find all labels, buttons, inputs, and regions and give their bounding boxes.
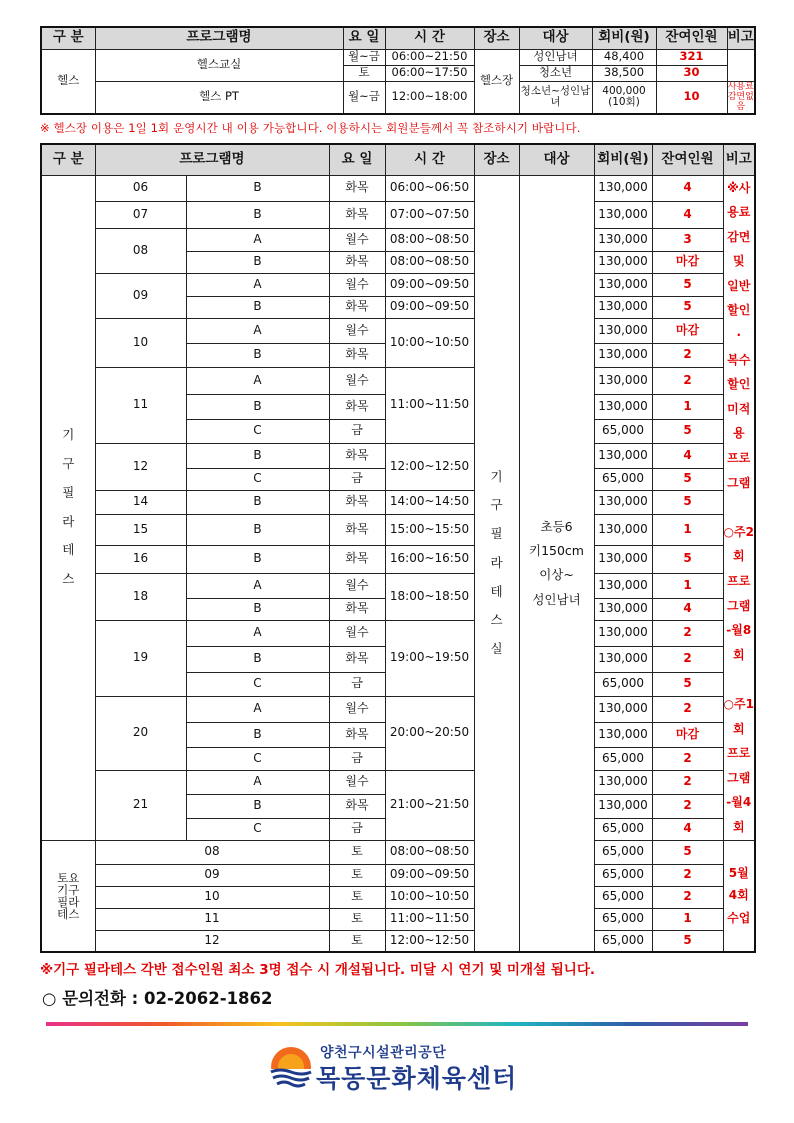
time-cell: 10:00~10:50 [385,318,474,367]
day-cell: 화목 [329,646,385,672]
time-cell: 06:00~06:50 [385,175,474,201]
target-cell: 성인남녀 [519,49,592,65]
remaining-cell: 1 [652,573,723,598]
fee-cell: 130,000 [594,514,652,545]
class-code-cell: 15 [95,514,186,545]
fee-cell: 130,000 [594,296,652,318]
location-char: 기 [490,468,503,484]
header-remaining: 잔여인원 [656,27,727,49]
remaining-cell: 10 [656,81,727,114]
day-cell: 월수 [329,318,385,343]
table-row [41,443,755,468]
location-cell [474,175,519,952]
table-row [41,273,755,296]
center-logo [268,1042,538,1098]
category-char: 구 [62,456,75,472]
time-cell: 10:00~10:50 [385,886,474,908]
remaining-cell: 2 [652,343,723,367]
remark-line: ○주1회 [723,696,754,736]
category-char: 필 [62,484,75,500]
fee-cell: 65,000 [594,747,652,770]
class-type-cell: B [186,296,329,318]
location-cell: 헬스장 [474,49,519,114]
class-code-cell: 10 [95,886,329,908]
remaining-cell: 마감 [652,318,723,343]
day-cell: 토 [329,864,385,886]
pilates-table-body [41,175,755,952]
remark-line: 프로그램 [727,574,751,613]
time-cell: 09:00~09:50 [385,296,474,318]
class-type-cell: B [186,794,329,818]
table-row [41,318,755,343]
target-line: 성인남녀 [532,591,581,607]
sat-remark-line: 5월 [728,865,749,880]
time-cell: 15:00~15:50 [385,514,474,545]
time-cell: 08:00~08:50 [385,228,474,251]
remaining-cell: 2 [652,886,723,908]
day-cell: 화목 [329,296,385,318]
location-char: 테 [490,583,503,599]
remark-cell [723,175,755,840]
day-cell: 월수 [329,228,385,251]
class-code-cell: 18 [95,573,186,620]
time-cell: 11:00~11:50 [385,367,474,443]
rainbow-divider [46,1022,748,1026]
target-cell [519,175,594,952]
class-code-cell: 20 [95,696,186,770]
day-cell: 월~금 [343,49,385,65]
fee-cell [592,81,656,114]
header-remaining: 잔여인원 [652,144,723,175]
remaining-cell: 2 [652,696,723,722]
fee-cell: 65,000 [594,908,652,930]
sat-remark-line: 4회수업 [727,888,751,926]
day-cell: 월수 [329,573,385,598]
day-cell: 화목 [329,175,385,201]
class-code-cell: 11 [95,908,329,930]
day-cell: 금 [329,672,385,696]
fee-cell: 130,000 [594,367,652,394]
remaining-cell: 2 [652,620,723,646]
class-type-cell: A [186,620,329,646]
category-char: 테 [62,542,75,558]
fee-cell: 130,000 [594,343,652,367]
table-row [41,201,755,228]
remaining-cell: 5 [652,840,723,864]
remaining-cell: 4 [652,443,723,468]
class-type-cell: A [186,367,329,394]
remark-line: -월8회 [726,623,752,662]
class-code-cell: 09 [95,273,186,318]
fee-cell: 130,000 [594,175,652,201]
day-cell: 토 [329,930,385,952]
remaining-cell: 5 [652,545,723,573]
class-type-cell: A [186,573,329,598]
class-type-cell: C [186,747,329,770]
class-type-cell: A [186,318,329,343]
time-cell: 14:00~14:50 [385,490,474,514]
header-location: 장소 [474,144,519,175]
class-type-cell: B [186,443,329,468]
remaining-cell: 2 [652,367,723,394]
remark-line: 복수할인 [727,352,751,392]
time-cell: 12:00~12:50 [385,930,474,952]
table-header-row [41,27,755,49]
logo-org-name: 양천구시설관리공단 [320,1045,447,1061]
class-type-cell: C [186,468,329,490]
day-cell: 화목 [329,201,385,228]
remark-cell-empty [727,49,755,81]
fee-cell: 130,000 [594,722,652,747]
fee-cell: 130,000 [594,598,652,620]
class-code-cell: 09 [95,864,329,886]
fee-cell: 130,000 [594,545,652,573]
header-target: 대상 [519,144,594,175]
day-cell: 토 [343,65,385,81]
header-program: 프로그램명 [95,144,329,175]
class-code-cell: 08 [95,228,186,273]
opening-notice: ※기구 필라테스 각반 접수인원 최소 3명 접수 시 개설됩니다. 미달 시 연기 및 미개설 됩니다. [40,962,596,978]
fee-cell: 38,500 [592,65,656,81]
class-type-cell: B [186,490,329,514]
table-row [41,228,755,251]
remaining-cell: 2 [652,794,723,818]
remark-line: 프로그램 [727,746,751,785]
fee-cell: 65,000 [594,864,652,886]
time-cell: 21:00~21:50 [385,770,474,840]
class-code-cell: 08 [95,840,329,864]
day-cell: 월~금 [343,81,385,114]
table-row [41,81,755,114]
fee-cell: 130,000 [594,794,652,818]
remaining-cell: 4 [652,201,723,228]
remark-cell: 사용료 감면없음 [727,81,754,113]
fee-cell: 130,000 [594,573,652,598]
remark-line: 감면 [727,229,751,244]
target-line: 이상~ [539,567,574,583]
fee-cell: 65,000 [594,468,652,490]
time-cell: 09:00~09:50 [385,864,474,886]
header-location: 장소 [474,27,519,49]
fee-cell: 130,000 [594,251,652,273]
header-day: 요 일 [343,27,385,49]
class-code-cell: 12 [95,443,186,490]
category-char: 스 [62,571,75,587]
class-code-cell: 11 [95,367,186,443]
category-cell: 헬스 [41,49,95,114]
class-code-cell: 10 [95,318,186,367]
day-cell: 토 [329,840,385,864]
class-type-cell: B [186,201,329,228]
class-code-cell: 14 [95,490,186,514]
header-remark: 비고 [727,27,755,49]
remaining-cell: 5 [652,672,723,696]
remaining-cell: 5 [652,490,723,514]
remaining-cell: 2 [652,646,723,672]
fee-cell: 65,000 [594,818,652,840]
class-type-cell: B [186,514,329,545]
fee-cell: 48,400 [592,49,656,65]
target-line: 초등6 [540,518,573,534]
fee-note: (10회) [608,96,640,109]
fee-cell: 130,000 [594,770,652,794]
day-cell: 화목 [329,251,385,273]
class-code-cell: 16 [95,545,186,573]
location-char: 필 [490,526,503,542]
class-type-cell: B [186,722,329,747]
class-code-cell: 21 [95,770,186,840]
remaining-cell: 4 [652,175,723,201]
class-type-cell: A [186,228,329,251]
category-char: 기 [62,427,75,443]
target-cell: 청소년 [519,65,592,81]
time-cell: 11:00~11:50 [385,908,474,930]
class-code-cell: 12 [95,930,329,952]
remark-line: ※사용료 [727,180,751,220]
time-cell: 06:00~21:50 [385,49,474,65]
class-type-cell: A [186,696,329,722]
day-cell: 금 [329,419,385,443]
class-type-cell: B [186,394,329,419]
remaining-cell: 5 [652,296,723,318]
category-cell [41,175,95,840]
header-fee: 회비(원) [592,27,656,49]
time-cell: 16:00~16:50 [385,545,474,573]
day-cell: 금 [329,818,385,840]
remaining-cell: 마감 [652,722,723,747]
remark-line: 일반할인 [727,278,751,318]
time-cell: 18:00~18:50 [385,573,474,620]
remaining-cell: 마감 [652,251,723,273]
class-type-cell: C [186,672,329,696]
remark-line: 및 [732,254,745,269]
time-cell: 08:00~08:50 [385,251,474,273]
header-program: 프로그램명 [95,27,343,49]
day-cell: 화목 [329,443,385,468]
table-row [41,175,755,201]
class-type-cell: A [186,770,329,794]
header-fee: 회비(원) [594,144,652,175]
fee-cell: 130,000 [594,443,652,468]
fee-cell: 65,000 [594,672,652,696]
fee-cell: 130,000 [594,490,652,514]
remaining-cell: 2 [652,770,723,794]
table-row [41,545,755,573]
sat-category-line: 필라 [57,894,80,909]
class-type-cell: B [186,251,329,273]
day-cell: 토 [329,886,385,908]
sat-category-line: 토요 [57,870,80,885]
day-cell: 화목 [329,545,385,573]
class-code-cell: 19 [95,620,186,696]
location-char: 실 [490,641,503,657]
fee-cell: 130,000 [594,273,652,296]
class-code-cell: 07 [95,201,186,228]
saturday-category-cell [41,840,95,952]
day-cell: 화목 [329,598,385,620]
fee-cell: 130,000 [594,696,652,722]
day-cell: 화목 [329,722,385,747]
table-row [41,930,755,952]
remaining-cell: 1 [652,908,723,930]
fee-value: 400,000 [602,85,646,97]
fee-cell: 65,000 [594,886,652,908]
remaining-cell: 2 [652,747,723,770]
table-row [41,908,755,930]
header-category: 구 분 [41,27,95,49]
program-cell: 헬스교실 [95,49,343,81]
fee-cell: 65,000 [594,930,652,952]
contact-phone: ○ 문의전화 : 02-2062-1862 [42,989,273,1008]
header-target: 대상 [519,27,592,49]
logo-center-name: 목동문화체육센터 [316,1064,518,1093]
day-cell: 화목 [329,514,385,545]
class-type-cell: C [186,818,329,840]
day-cell: 토 [329,908,385,930]
class-type-cell: B [186,598,329,620]
saturday-remark-cell [723,840,755,952]
target-cell: 청소년~성인남녀 [519,81,592,114]
class-type-cell: B [186,175,329,201]
remaining-cell: 5 [652,930,723,952]
class-type-cell: B [186,343,329,367]
day-cell: 월수 [329,273,385,296]
sun-wave-logo-icon [268,1045,314,1091]
remaining-cell: 5 [652,273,723,296]
day-cell: 화목 [329,490,385,514]
day-cell: 월수 [329,367,385,394]
table-row [41,514,755,545]
header-category: 구 분 [41,144,95,175]
remaining-cell: 2 [652,864,723,886]
class-code-cell: 06 [95,175,186,201]
time-cell: 08:00~08:50 [385,840,474,864]
time-cell: 12:00~12:50 [385,443,474,490]
health-notice: ※ 헬스장 이용은 1일 1회 운영시간 내 이용 가능합니다. 이용하시는 회원분들께서 꼭 참조하시기 바랍니다. [40,121,581,135]
header-day: 요 일 [329,144,385,175]
table-row [41,770,755,794]
fee-cell: 65,000 [594,840,652,864]
remaining-cell: 3 [652,228,723,251]
remaining-cell: 1 [652,394,723,419]
day-cell: 월수 [329,770,385,794]
remaining-cell: 30 [656,65,727,81]
table-row [41,49,755,65]
remaining-cell: 4 [652,598,723,620]
target-line: 키150cm [529,542,584,558]
class-type-cell: B [186,646,329,672]
day-cell: 금 [329,747,385,770]
table-row [41,864,755,886]
day-cell: 월수 [329,620,385,646]
class-type-cell: C [186,419,329,443]
program-cell: 헬스 PT [95,81,343,114]
fee-cell: 130,000 [594,620,652,646]
location-char: 구 [490,497,503,513]
sat-category-line: 테스 [57,906,80,921]
location-char: 스 [490,612,503,628]
table-row [41,573,755,598]
time-cell: 07:00~07:50 [385,201,474,228]
health-schedule-table [40,26,756,115]
remark-line: ○주2회 [723,524,754,564]
table-row [41,696,755,722]
remaining-cell: 5 [652,419,723,443]
table-row [41,620,755,646]
fee-cell: 130,000 [594,228,652,251]
table-row [41,840,755,864]
day-cell: 금 [329,468,385,490]
remark-line: 미적용 [727,401,751,441]
fee-cell: 130,000 [594,201,652,228]
remark-line: 프로그램 [727,451,751,490]
fee-cell: 65,000 [594,419,652,443]
day-cell: 화목 [329,394,385,419]
day-cell: 월수 [329,696,385,722]
table-row [41,367,755,394]
category-char: 라 [62,513,75,529]
remark-line: -월4회 [726,795,752,834]
time-cell: 20:00~20:50 [385,696,474,770]
remaining-cell: 4 [652,818,723,840]
time-cell: 19:00~19:50 [385,620,474,696]
time-cell: 12:00~18:00 [385,81,474,114]
header-time: 시 간 [385,144,474,175]
pilates-schedule-table [40,143,756,953]
table-row [41,886,755,908]
remaining-cell: 5 [652,468,723,490]
remaining-cell: 1 [652,514,723,545]
day-cell: 화목 [329,343,385,367]
header-remark: 비고 [723,144,755,175]
header-time: 시 간 [385,27,474,49]
class-type-cell: A [186,273,329,296]
fee-cell: 130,000 [594,318,652,343]
remark-line: · [736,328,742,343]
table-row [41,490,755,514]
sat-category-line: 기구 [57,882,80,897]
location-char: 라 [490,554,503,570]
time-cell: 06:00~17:50 [385,65,474,81]
table-header-row [41,144,755,175]
day-cell: 화목 [329,794,385,818]
remaining-cell: 321 [656,49,727,65]
fee-cell: 130,000 [594,646,652,672]
fee-cell: 130,000 [594,394,652,419]
class-type-cell: B [186,545,329,573]
time-cell: 09:00~09:50 [385,273,474,296]
